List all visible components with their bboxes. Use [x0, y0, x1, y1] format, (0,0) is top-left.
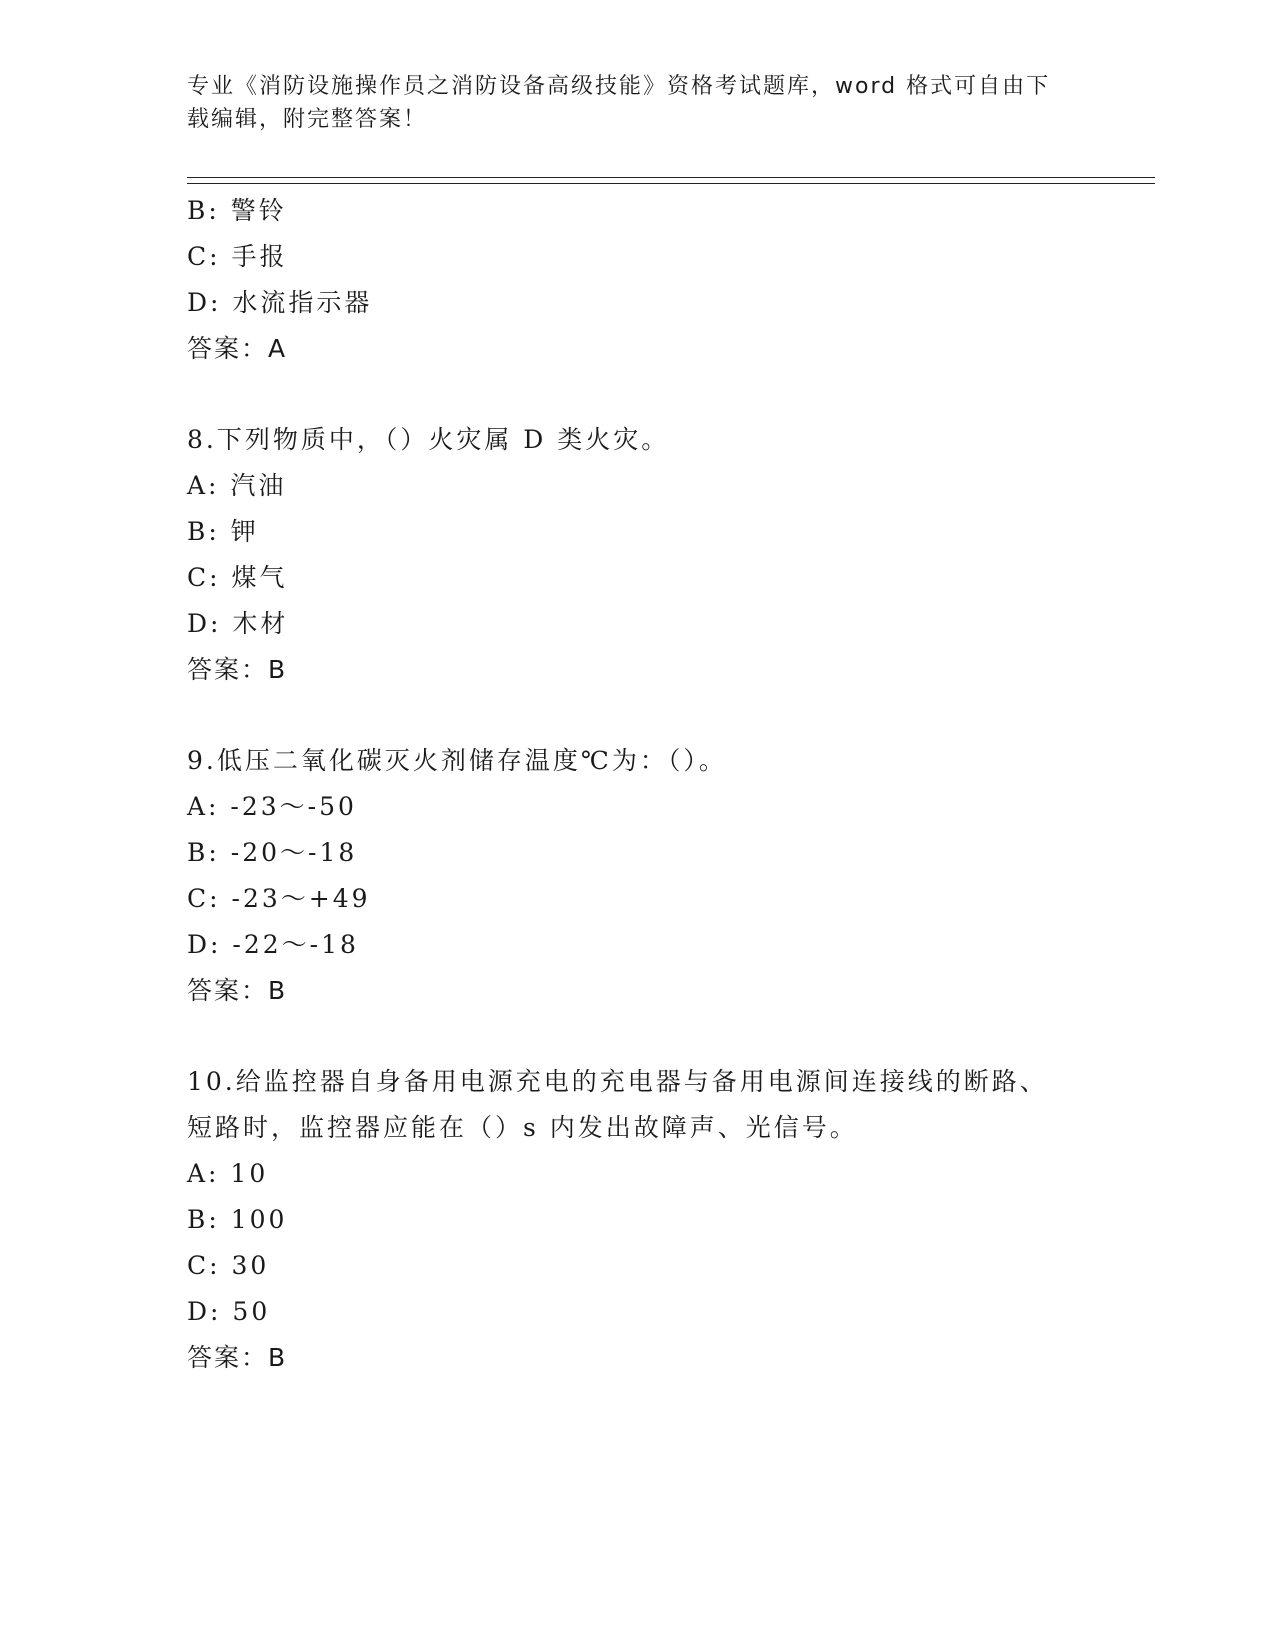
question-10	[187, 1059, 1087, 1381]
question-9	[187, 738, 1087, 1014]
option-b: B: 警铃	[187, 196, 287, 225]
question-7-continued	[187, 188, 1087, 372]
header-divider-bottom	[187, 183, 1155, 184]
answer-line: 答案：B	[187, 1343, 288, 1372]
option-b: B: 钾	[187, 517, 259, 546]
option-c: C: 煤气	[187, 563, 288, 592]
header-line-2: 载编辑，附完整答案！	[187, 107, 428, 132]
option-d: D: -22～-18	[187, 930, 359, 959]
question-8	[187, 417, 1087, 693]
answer-line: 答案：B	[187, 976, 288, 1005]
question-list	[187, 188, 1087, 1381]
option-d: D: 木材	[187, 609, 289, 638]
option-b: B: -20～-18	[187, 838, 358, 867]
answer-line: 答案：A	[187, 334, 288, 363]
option-c: C: 30	[187, 1251, 270, 1280]
answer-line: 答案：B	[187, 655, 288, 684]
option-d: D: 水流指示器	[187, 288, 373, 317]
option-b: B: 100	[187, 1205, 288, 1234]
option-c: C: 手报	[187, 242, 288, 271]
option-a: A: -23～-50	[187, 792, 357, 821]
question-text-line-1: 10.给监控器自身备用电源充电的充电器与备用电源间连接线的断路、	[187, 1067, 1048, 1096]
option-c: C: -23～+49	[187, 884, 371, 913]
question-text: 8.下列物质中，（）火灾属 D 类火灾。	[187, 425, 670, 454]
option-d: D: 50	[187, 1297, 271, 1326]
question-text-line-2: 短路时，监控器应能在（）s 内发出故障声、光信号。	[187, 1113, 858, 1142]
option-a: A: 汽油	[187, 471, 287, 500]
header-line-1: 专业《消防设施操作员之消防设备高级技能》资格考试题库，word 格式可自由下	[187, 74, 1051, 99]
header-divider-top	[187, 177, 1155, 178]
document-header	[187, 70, 1067, 136]
question-text: 9.低压二氧化碳灭火剂储存温度℃为：（）。	[187, 746, 727, 775]
option-a: A: 10	[187, 1159, 269, 1188]
